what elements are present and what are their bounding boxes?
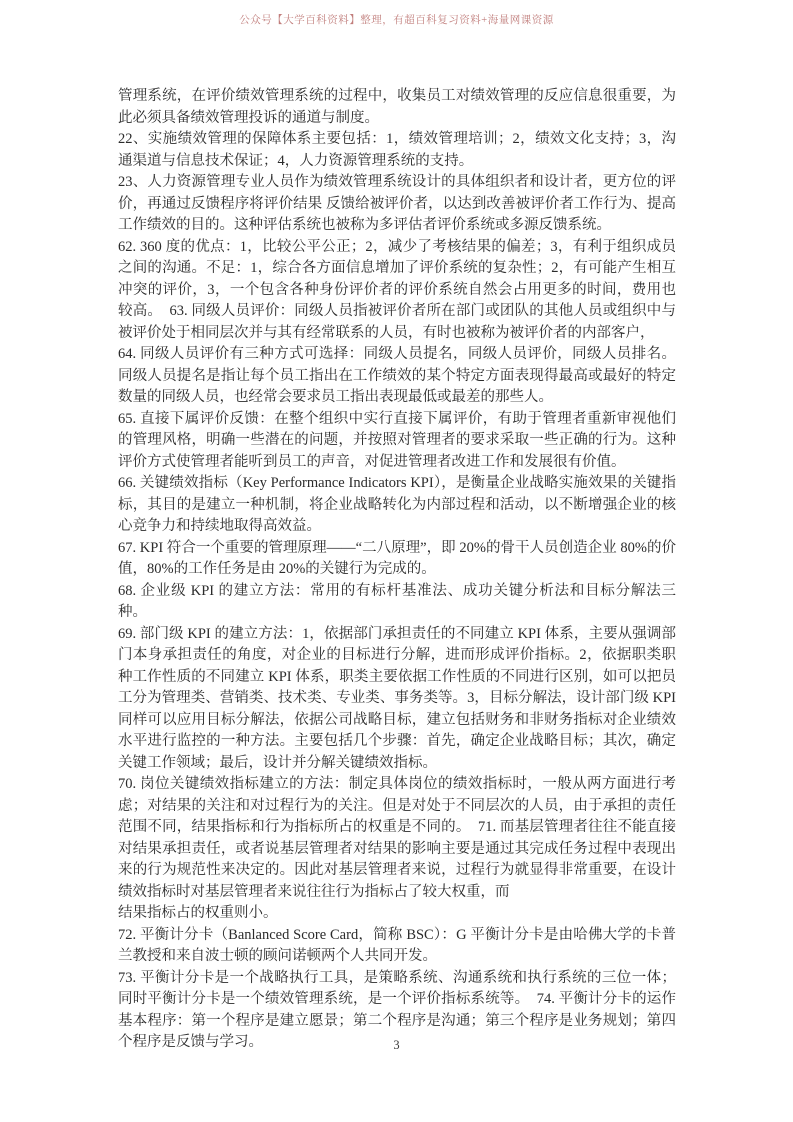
paragraph: 结果指标占的权重则小。	[118, 905, 278, 921]
page-number: 3	[393, 1038, 400, 1052]
page-header: 公众号【大学百科资料】整理，有超百科复习资料+海量网课资源	[239, 15, 554, 26]
paragraph: 62. 360 度的优点：1，比较公平公正；2，减少了考核结果的偏差；3，有利于组织成员之间的沟通。不足：1，综合各方面信息增加了评价系统的复杂性；2，有可能产生相互冲突的评价，3，一个包含各种身份评价者的评价系统自然会占用更多的时间，费用也较高。 63. 同级人员评价：同级人员指被评价者所在部门或团队的其他人员或组织中与被评价处于相同层次并与其有经常联系的人员，有时也被称为被评价者的内部客户，	[118, 238, 676, 341]
paragraph: 22、实施绩效管理的保障体系主要包括：1，绩效管理培训；2，绩效文化支持；3，沟通渠道与信息技术保证；4，人力资源管理系统的支持。	[118, 131, 676, 169]
paragraph: 73. 平衡计分卡是一个战略执行工具，是策略系统、沟通系统和执行系统的三位一体；同时平衡计分卡是一个绩效管理系统，是一个评价指标系统等。 74. 平衡计分卡的运作基本程序：第一个程序是建立愿景；第二个程序是沟通；第三个程序是业务规划；第四个程序是反馈与学习。	[118, 969, 676, 1050]
paragraph: 64. 同级人员评价有三种方式可选择：同级人员提名，同级人员评价，同级人员排名。同级人员提名是指让每个员工指出在工作绩效的某个特定方面表现得最高或最好的特定数量的同级人员，也经常会要求员工指出表现最低或最差的那些人。	[118, 346, 676, 405]
document-body	[118, 86, 676, 1054]
paragraph: 70. 岗位关键绩效指标建立的方法：制定具体岗位的绩效指标时，一般从两方面进行考虑；对结果的关注和对过程行为的关注。但是对处于不同层次的人员，由于承担的责任范围不同，结果指标和行为指标所占的权重是不同的。 71. 而基层管理者往往不能直接对结果承担责任，或者说基层管理者对结果的影响主要是通过其完成任务过程中表现出来的行为规范性来决定的。因此对基层管理者来说，过程行为就显得非常重要，在设计绩效指标时对基层管理者来说往往行为指标占了较大权重，而	[118, 776, 676, 900]
paragraph: 68. 企业级 KPI 的建立方法：常用的有标杆基准法、成功关键分析法和目标分解法三种。	[118, 582, 676, 620]
paragraph: 65. 直接下属评价反馈：在整个组织中实行直接下属评价，有助于管理者重新审视他们的管理风格，明确一些潜在的问题，并按照对管理者的要求采取一些正确的行为。这种评价方式使管理者能听到员工的声音，对促进管理者改进工作和发展很有价值。	[118, 410, 676, 470]
paragraph: 72. 平衡计分卡（Banlanced Score Card，简称 BSC）：G 平衡计分卡是由哈佛大学的卡普兰教授和来自波士顿的顾问诺顿两个人共同开发。	[118, 926, 676, 964]
paragraph: 66. 关键绩效指标（Key Performance Indicators KPI），是衡量企业战略实施效果的关键指标，其目的是建立一种机制，将企业战略转化为内部过程和活动，以不断增强企业的核心竞争力和持续地取得高效益。	[118, 475, 676, 534]
paragraph: 67. KPI 符合一个重要的管理原理——“二八原理”，即 20%的骨干人员创造企业 80%的价值，80%的工作任务是由 20%的关键行为完成的。	[118, 539, 676, 577]
paragraph: 23、人力资源管理专业人员作为绩效管理系统设计的具体组织者和设计者，更方位的评价，再通过反馈程序将评价结果 反馈给被评价者，以达到改善被评价者工作行为、提高工作绩效的目的。这种评估系统也被称为多评估者评价系统或多源反馈系统。	[118, 174, 676, 233]
paragraph: 管理系统，在评价绩效管理系统的过程中，收集员工对绩效管理的反应信息很重要，为此必须具备绩效管理投诉的通道与制度。	[118, 88, 676, 126]
paragraph: 69. 部门级 KPI 的建立方法：1，依据部门承担责任的不同建立 KPI 体系，主要从强调部门本身承担责任的角度，对企业的目标进行分解，进而形成评价指标。2，依据职类职种工作性质的不同建立 KPI 体系，职类主要依据工作性质的不同进行区别，如可以把员工分为管理类、营销类、技术类、专业类、事务类等。3，目标分解法，设计部门级 KPI 同样可以应用目标分解法，依据公司战略目标，建立包括财务和非财务指标对企业绩效水平进行监控的一种方法。主要包括几个步骤：首先，确定企业战略目标；其次，确定关键工作领域；最后，设计并分解关键绩效指标。	[118, 625, 676, 771]
